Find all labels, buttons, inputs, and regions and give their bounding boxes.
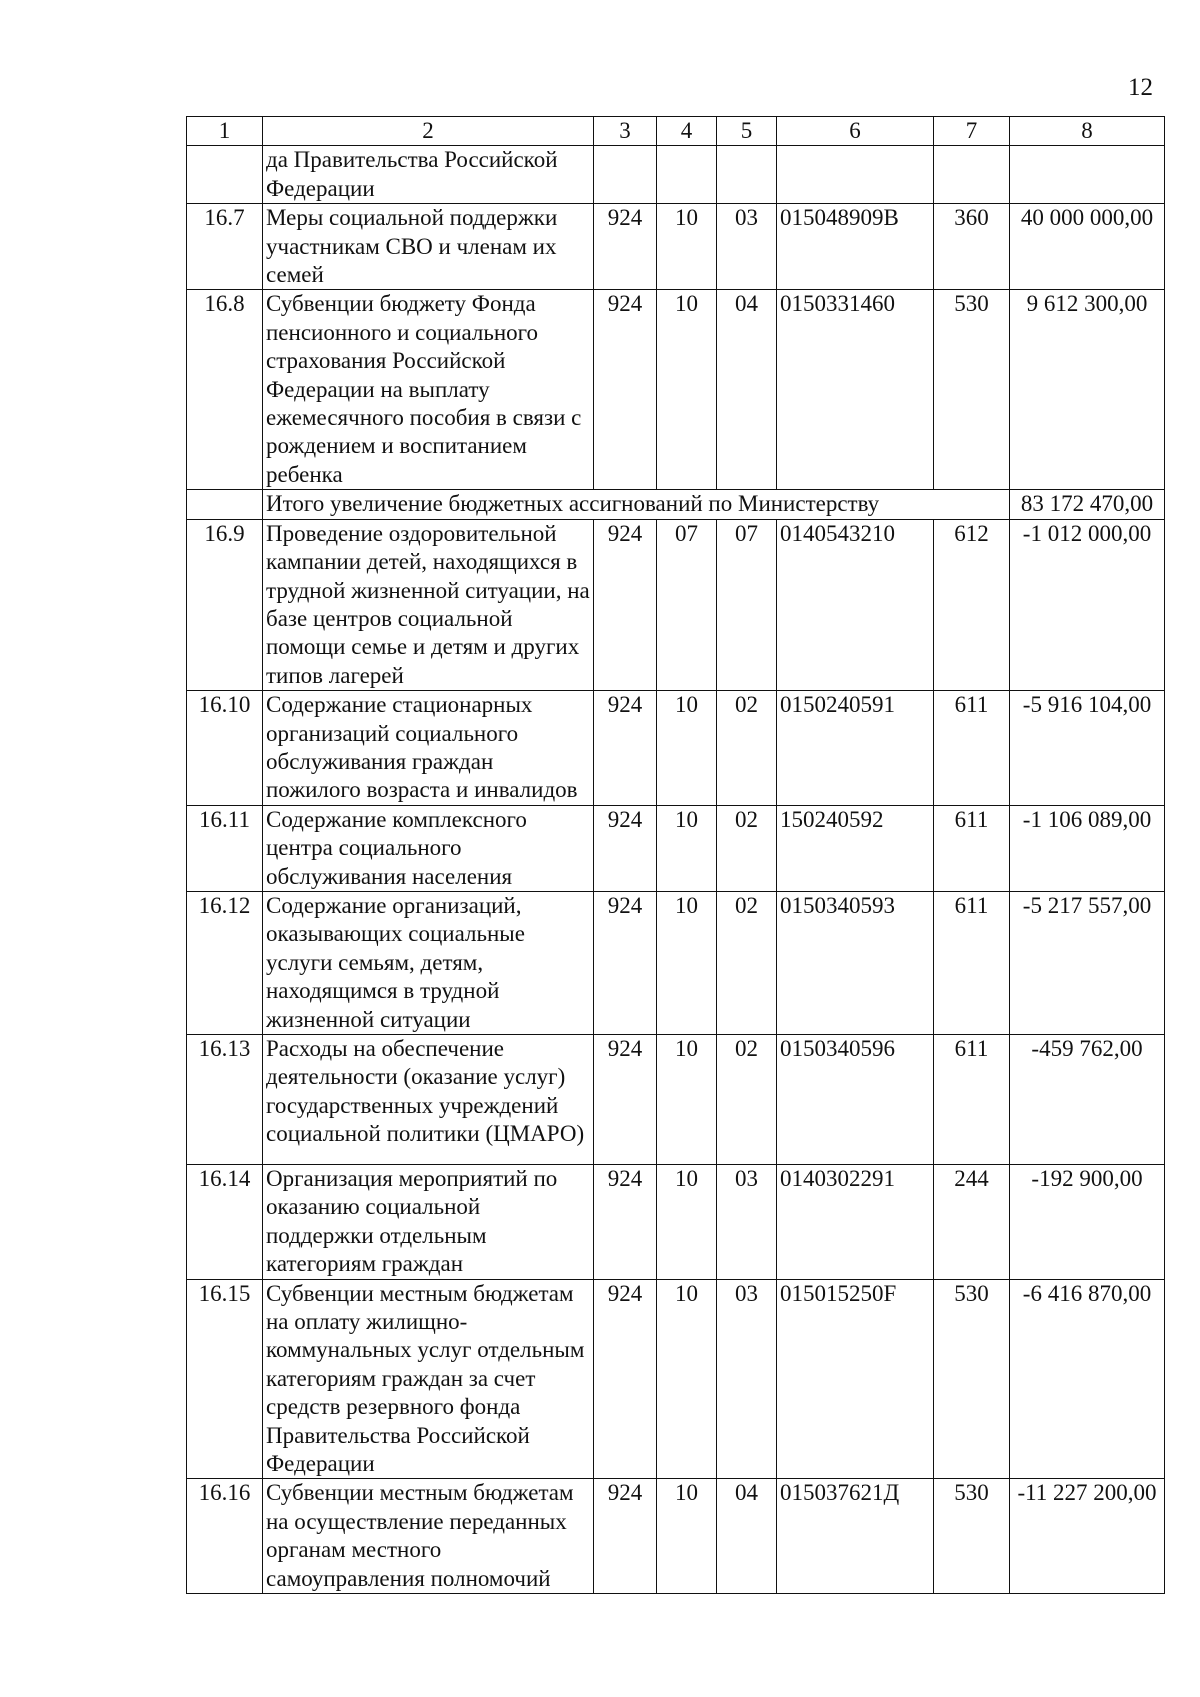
code-col4: 10	[657, 1035, 717, 1165]
code-col7: 612	[934, 519, 1010, 690]
row-name: Субвенции бюджету Фонда пенсионного и социального страхования Российской Федерации на выплату ежемесячного пособия в связи с рождением и воспитанием ребенка	[263, 290, 594, 490]
continuation-text: да Правительства Российской Федерации	[263, 146, 594, 204]
table-row	[187, 891, 1165, 1034]
total-amount: 83 172 470,00	[1010, 490, 1165, 519]
row-amount: -5 217 557,00	[1010, 891, 1165, 1034]
row-amount: -1 106 089,00	[1010, 805, 1165, 891]
code-col7: 244	[934, 1165, 1010, 1280]
code-col4: 10	[657, 691, 717, 806]
cell-empty	[717, 146, 777, 204]
code-col5: 03	[717, 204, 777, 290]
code-col3: 924	[594, 1035, 657, 1165]
code-col6: 0150340593	[777, 891, 934, 1034]
code-col6: 0150240591	[777, 691, 934, 806]
row-number: 16.9	[187, 519, 263, 690]
row-number: 16.11	[187, 805, 263, 891]
row-number: 16.16	[187, 1479, 263, 1594]
row-number: 16.8	[187, 290, 263, 490]
header-cell-3: 3	[594, 117, 657, 146]
cell-empty	[187, 490, 263, 519]
cell-empty	[657, 146, 717, 204]
cell-empty	[934, 146, 1010, 204]
header-cell-4: 4	[657, 117, 717, 146]
code-col6: 0140543210	[777, 519, 934, 690]
code-col5: 02	[717, 1035, 777, 1165]
continuation-row	[187, 146, 1165, 204]
code-col7: 530	[934, 1279, 1010, 1479]
table-row	[187, 519, 1165, 690]
code-col4: 10	[657, 1479, 717, 1594]
code-col5: 02	[717, 691, 777, 806]
header-cell-7: 7	[934, 117, 1010, 146]
code-col7: 611	[934, 891, 1010, 1034]
code-col6: 0150340596	[777, 1035, 934, 1165]
header-cell-5: 5	[717, 117, 777, 146]
table-body	[187, 117, 1165, 1594]
code-col6: 015037621Д	[777, 1479, 934, 1594]
total-row	[187, 490, 1165, 519]
code-col3: 924	[594, 805, 657, 891]
cell-empty	[187, 146, 263, 204]
code-col5: 04	[717, 290, 777, 490]
row-number: 16.12	[187, 891, 263, 1034]
code-col7: 611	[934, 691, 1010, 806]
code-col7: 360	[934, 204, 1010, 290]
header-cell-2: 2	[263, 117, 594, 146]
row-number: 16.14	[187, 1165, 263, 1280]
code-col5: 07	[717, 519, 777, 690]
budget-table	[186, 116, 1165, 1594]
row-name: Меры социальной поддержки участникам СВО и членам их семей	[263, 204, 594, 290]
code-col4: 10	[657, 204, 717, 290]
code-col3: 924	[594, 204, 657, 290]
code-col4: 10	[657, 1279, 717, 1479]
code-col6: 015048909В	[777, 204, 934, 290]
header-cell-8: 8	[1010, 117, 1165, 146]
code-col3: 924	[594, 290, 657, 490]
table-row	[187, 805, 1165, 891]
code-col6: 015015250F	[777, 1279, 934, 1479]
code-col6: 150240592	[777, 805, 934, 891]
code-col4: 10	[657, 1165, 717, 1280]
row-amount: 9 612 300,00	[1010, 290, 1165, 490]
row-name: Расходы на обеспечение деятельности (оказание услуг) государственных учреждений социальной политики (ЦМАРО)	[263, 1035, 594, 1165]
code-col4: 07	[657, 519, 717, 690]
row-amount: -5 916 104,00	[1010, 691, 1165, 806]
row-name: Содержание комплексного центра социального обслуживания населения	[263, 805, 594, 891]
table-row	[187, 1035, 1165, 1165]
total-label: Итого увеличение бюджетных ассигнований по Министерству	[263, 490, 1010, 519]
code-col5: 04	[717, 1479, 777, 1594]
row-amount: -192 900,00	[1010, 1165, 1165, 1280]
page-number: 12	[1128, 74, 1153, 101]
code-col5: 03	[717, 1279, 777, 1479]
row-amount: 40 000 000,00	[1010, 204, 1165, 290]
row-name: Субвенции местным бюджетам на оплату жилищно-коммунальных услуг отдельным категориям граждан за счет средств резервного фонда Правительства Российской Федерации	[263, 1279, 594, 1479]
code-col5: 03	[717, 1165, 777, 1280]
code-col3: 924	[594, 891, 657, 1034]
code-col7: 611	[934, 1035, 1010, 1165]
row-amount: -459 762,00	[1010, 1035, 1165, 1165]
cell-empty	[1010, 146, 1165, 204]
row-number: 16.15	[187, 1279, 263, 1479]
code-col5: 02	[717, 891, 777, 1034]
row-name: Содержание стационарных организаций социального обслуживания граждан пожилого возраста и инвалидов	[263, 691, 594, 806]
code-col3: 924	[594, 1279, 657, 1479]
cell-empty	[594, 146, 657, 204]
table-row	[187, 1279, 1165, 1479]
row-name: Содержание организаций, оказывающих социальные услуги семьям, детям, находящимся в трудной жизненной ситуации	[263, 891, 594, 1034]
code-col7: 530	[934, 1479, 1010, 1594]
table-row	[187, 1479, 1165, 1594]
row-number: 16.10	[187, 691, 263, 806]
code-col6: 0150331460	[777, 290, 934, 490]
row-name: Проведение оздоровительной кампании детей, находящихся в трудной жизненной ситуации, на базе центров социальной помощи семье и детям и других типов лагерей	[263, 519, 594, 690]
row-name: Субвенции местным бюджетам на осуществление переданных органам местного самоуправления полномочий	[263, 1479, 594, 1594]
header-row	[187, 117, 1165, 146]
header-cell-6: 6	[777, 117, 934, 146]
row-number: 16.7	[187, 204, 263, 290]
code-col3: 924	[594, 691, 657, 806]
row-amount: -1 012 000,00	[1010, 519, 1165, 690]
code-col4: 10	[657, 891, 717, 1034]
table-row	[187, 204, 1165, 290]
code-col4: 10	[657, 805, 717, 891]
table-row	[187, 691, 1165, 806]
code-col4: 10	[657, 290, 717, 490]
code-col5: 02	[717, 805, 777, 891]
code-col7: 530	[934, 290, 1010, 490]
cell-empty	[777, 146, 934, 204]
row-amount: -6 416 870,00	[1010, 1279, 1165, 1479]
row-name: Организация мероприятий по оказанию социальной поддержки отдельным категориям граждан	[263, 1165, 594, 1280]
table-row	[187, 290, 1165, 490]
table-row	[187, 1165, 1165, 1280]
code-col3: 924	[594, 1479, 657, 1594]
row-amount: -11 227 200,00	[1010, 1479, 1165, 1594]
row-number: 16.13	[187, 1035, 263, 1165]
code-col7: 611	[934, 805, 1010, 891]
header-cell-1: 1	[187, 117, 263, 146]
code-col3: 924	[594, 519, 657, 690]
code-col6: 0140302291	[777, 1165, 934, 1280]
code-col3: 924	[594, 1165, 657, 1280]
